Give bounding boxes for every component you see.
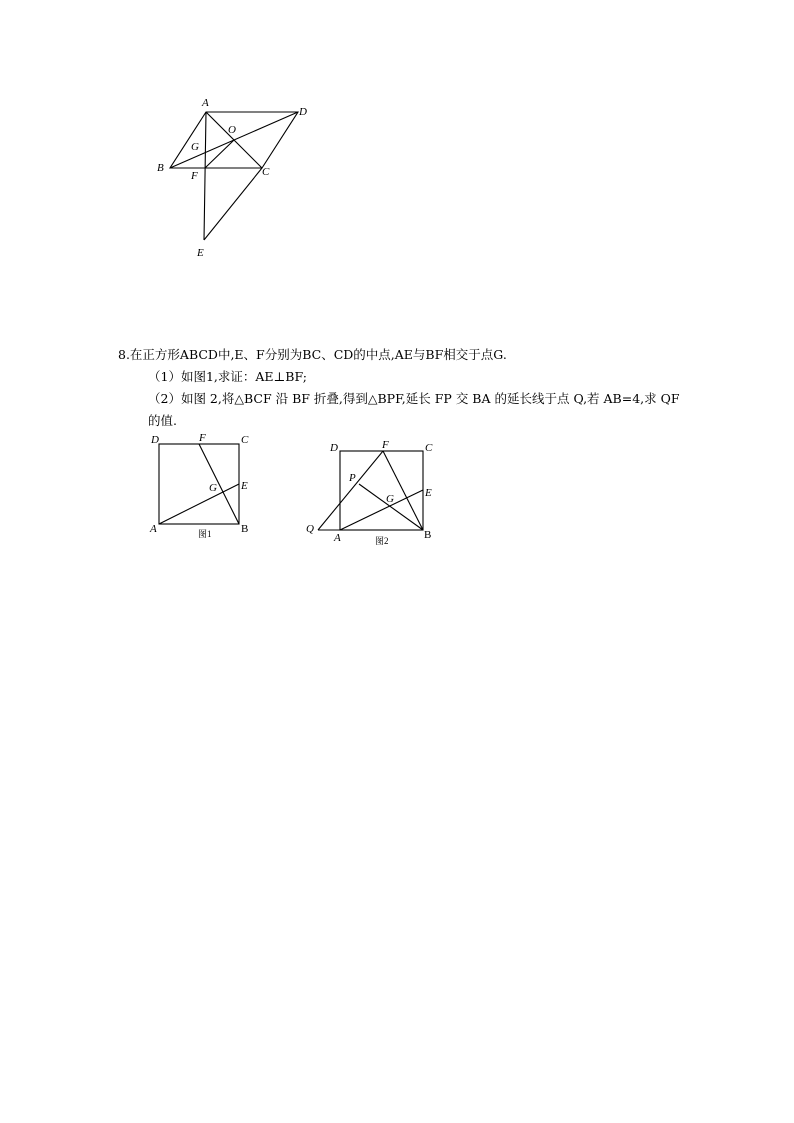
fig1-label-d: D — [151, 434, 159, 446]
fig1-label-e: E — [241, 480, 248, 492]
problem-8-part-1: （1）如图1,求证：AE⊥BF; — [148, 369, 307, 384]
segment-bf-fig1 — [199, 444, 239, 524]
fig1-label-c: C — [241, 434, 249, 446]
segment-ae — [204, 112, 206, 240]
label-o: O — [228, 124, 236, 136]
square-abcd-fig2 — [340, 451, 423, 530]
figure-2-lines — [318, 451, 423, 530]
label-g: G — [191, 141, 199, 153]
fig2-label-a: A — [334, 532, 341, 544]
problem-8 — [118, 344, 718, 432]
label-e: E — [197, 247, 204, 259]
segment-bf-fig2 — [383, 451, 423, 530]
segment-fo — [205, 140, 234, 168]
fig1-label-a: A — [150, 523, 157, 535]
fig2-label-f: F — [382, 439, 389, 451]
segment-pb-fig2 — [359, 484, 423, 530]
fig2-label-q: Q — [306, 523, 314, 535]
problem-8-part-2: （2）如图 2,将△BCF 沿 BF 折叠,得到△BPF,延长 FP 交 BA 的延长线于点 Q,若 AB=4,求 QF — [148, 391, 680, 406]
segment-ae-fig1 — [159, 484, 239, 524]
label-b: B — [157, 162, 164, 174]
segment-qf-fig2 — [318, 451, 383, 530]
fig2-label-g: G — [386, 493, 394, 505]
fig2-label-e: E — [425, 487, 432, 499]
segment-ce — [204, 168, 262, 240]
label-d: D — [299, 106, 307, 118]
fig2-label-d: D — [330, 442, 338, 454]
segment-ae-fig2 — [340, 490, 423, 530]
fig1-label-f: F — [199, 432, 206, 444]
figure-1-lines — [159, 444, 239, 524]
problem-8-part-2-continued: 的值. — [148, 413, 177, 428]
label-f: F — [191, 170, 198, 182]
label-a: A — [202, 97, 209, 109]
problem-8-stem: 8.在正方形ABCD中,E、F分别为BC、CD的中点,AE与BF相交于点G. — [118, 347, 507, 362]
square-abcd-fig1 — [159, 444, 239, 524]
fig1-caption: 图1 — [198, 529, 212, 539]
fig2-caption: 图2 — [375, 536, 389, 546]
fig2-label-p: P — [349, 472, 356, 484]
label-c: C — [262, 166, 270, 178]
fig2-label-b: B — [424, 529, 432, 541]
fig2-label-c: C — [425, 442, 433, 454]
fig1-label-b: B — [241, 523, 249, 535]
fig1-label-g: G — [209, 482, 217, 494]
